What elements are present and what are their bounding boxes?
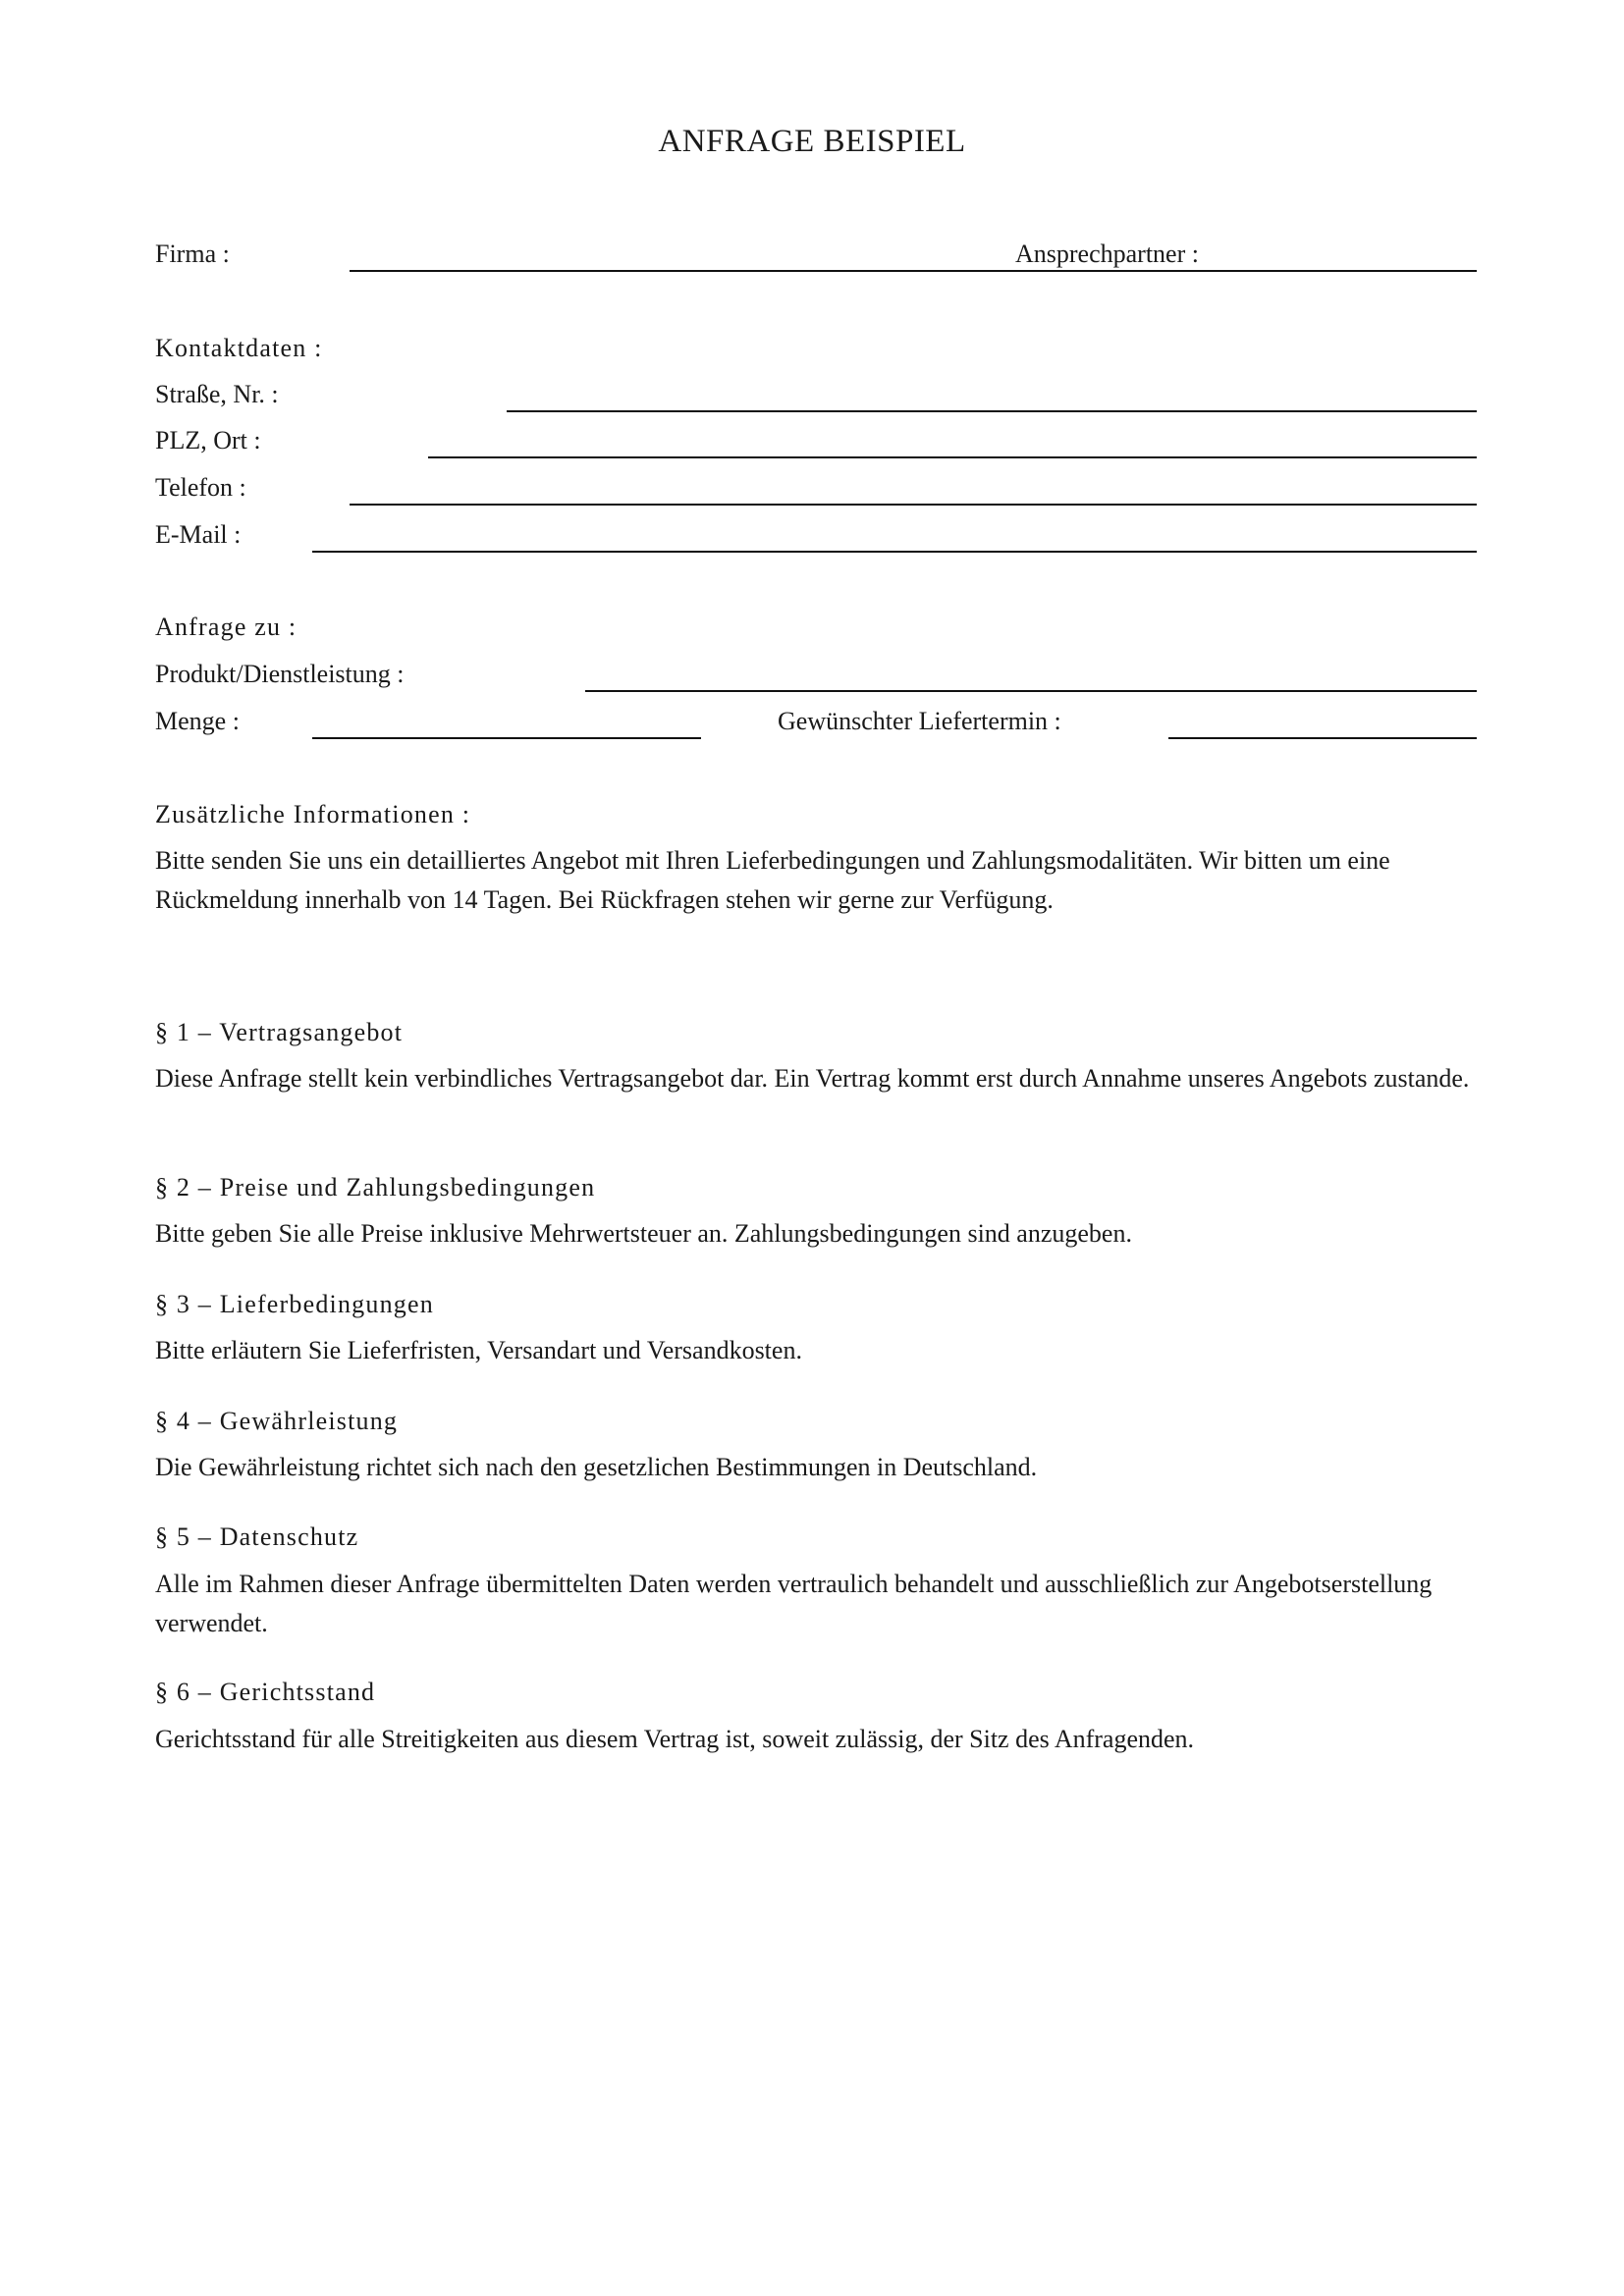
document-title: ANFRAGE BEISPIEL bbox=[658, 124, 966, 159]
section-4-heading: § 4 – Gewährleistung bbox=[155, 1407, 399, 1435]
liefertermin-label: Gewünschter Liefertermin : bbox=[778, 707, 1061, 735]
zusatz-text: Bitte senden Sie uns ein detailliertes Angebot mit Ihren Lieferbedingungen und Zahlungsmodalitäten. Wir bitten um eine Rückmeldung innerhalb von 14 Tagen. Bei Rückfragen stehen wir gerne zur Verfügung. bbox=[155, 846, 1390, 914]
email-input-line[interactable] bbox=[312, 551, 1477, 553]
firma-input-line[interactable] bbox=[350, 270, 1477, 272]
section-5-heading: § 5 – Datenschutz bbox=[155, 1522, 359, 1551]
telefon-label: Telefon : bbox=[155, 473, 246, 502]
liefertermin-input-line[interactable] bbox=[1168, 737, 1477, 739]
strasse-label: Straße, Nr. : bbox=[155, 380, 279, 408]
produkt-input-line[interactable] bbox=[585, 690, 1477, 692]
section-2-text: Bitte geben Sie alle Preise inklusive Mehrwertsteuer an. Zahlungsbedingungen sind anzugeben. bbox=[155, 1219, 1132, 1248]
email-label: E-Mail : bbox=[155, 520, 242, 549]
section-2-heading: § 2 – Preise und Zahlungsbedingungen bbox=[155, 1173, 596, 1201]
menge-input-line[interactable] bbox=[312, 737, 701, 739]
ansprechpartner-label: Ansprechpartner : bbox=[1011, 240, 1203, 269]
zusatz-heading: Zusätzliche Informationen : bbox=[155, 800, 471, 828]
anfrage-zu-heading: Anfrage zu : bbox=[155, 613, 298, 641]
section-6-heading: § 6 – Gerichtsstand bbox=[155, 1678, 376, 1706]
kontaktdaten-heading: Kontaktdaten : bbox=[155, 334, 323, 362]
section-3-heading: § 3 – Lieferbedingungen bbox=[155, 1290, 434, 1318]
section-3-text: Bitte erläutern Sie Lieferfristen, Versandart und Versandkosten. bbox=[155, 1336, 802, 1364]
telefon-input-line[interactable] bbox=[350, 504, 1477, 506]
section-1-heading: § 1 – Vertragsangebot bbox=[155, 1018, 404, 1046]
plz-ort-label: PLZ, Ort : bbox=[155, 426, 261, 454]
section-1-text: Diese Anfrage stellt kein verbindliches Vertragsangebot dar. Ein Vertrag kommt erst durch Annahme unseres Angebots zustande. bbox=[155, 1064, 1470, 1093]
section-4-text: Die Gewährleistung richtet sich nach den gesetzlichen Bestimmungen in Deutschland. bbox=[155, 1453, 1038, 1481]
section-5-text: Alle im Rahmen dieser Anfrage übermittelten Daten werden vertraulich behandelt und ausschließlich zur Angebotserstellung verwendet. bbox=[155, 1570, 1433, 1637]
firma-label: Firma : bbox=[155, 240, 230, 268]
strasse-input-line[interactable] bbox=[507, 410, 1477, 412]
section-6-text: Gerichtsstand für alle Streitigkeiten aus diesem Vertrag ist, soweit zulässig, der Sitz des Anfragenden. bbox=[155, 1725, 1195, 1753]
menge-label: Menge : bbox=[155, 707, 240, 735]
produkt-label: Produkt/Dienstleistung : bbox=[155, 660, 405, 688]
plz-ort-input-line[interactable] bbox=[428, 456, 1477, 458]
